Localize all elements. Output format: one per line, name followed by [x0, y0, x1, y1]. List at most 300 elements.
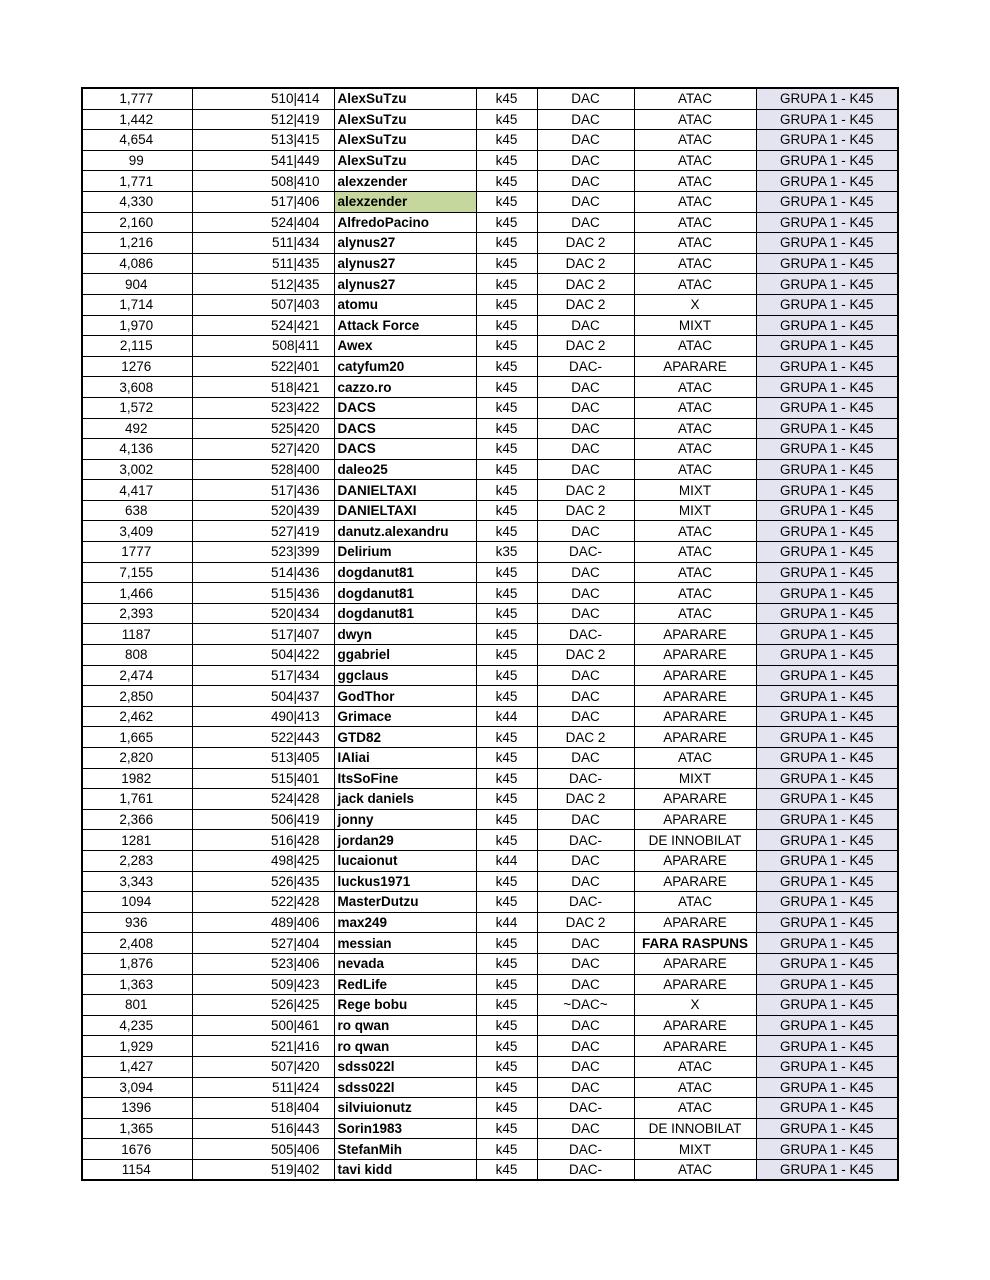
player-name-cell: messian — [334, 933, 476, 954]
continent-cell: k45 — [476, 294, 537, 315]
coordinates-cell: 524|421 — [192, 315, 334, 336]
player-name-cell: AlexSuTzu — [334, 130, 476, 151]
points-cell: 1396 — [82, 1098, 192, 1119]
status-cell: DAC 2 — [537, 500, 634, 521]
player-name-cell: ItsSoFine — [334, 768, 476, 789]
status-cell: DAC — [537, 130, 634, 151]
coordinates-cell: 520|434 — [192, 603, 334, 624]
continent-cell: k45 — [476, 171, 537, 192]
activity-cell: ATAC — [634, 109, 756, 130]
table-row — [82, 974, 898, 995]
status-cell: DAC — [537, 439, 634, 460]
group-cell: GRUPA 1 - K45 — [756, 768, 898, 789]
player-name-cell: alexzender — [334, 171, 476, 192]
group-cell: GRUPA 1 - K45 — [756, 1098, 898, 1119]
status-cell: DAC — [537, 1015, 634, 1036]
table-row — [82, 850, 898, 871]
player-name-cell: dogdanut81 — [334, 603, 476, 624]
status-cell: DAC — [537, 212, 634, 233]
activity-cell: ATAC — [634, 562, 756, 583]
points-cell: 1,970 — [82, 315, 192, 336]
table-row — [82, 953, 898, 974]
group-cell: GRUPA 1 - K45 — [756, 336, 898, 357]
continent-cell: k35 — [476, 542, 537, 563]
continent-cell: k44 — [476, 850, 537, 871]
coordinates-cell: 525|420 — [192, 418, 334, 439]
status-cell: DAC — [537, 171, 634, 192]
status-cell: DAC — [537, 933, 634, 954]
group-cell: GRUPA 1 - K45 — [756, 603, 898, 624]
player-name-cell: ro qwan — [334, 1036, 476, 1057]
activity-cell: APARARE — [634, 974, 756, 995]
table-row — [82, 459, 898, 480]
status-cell: DAC — [537, 850, 634, 871]
status-cell: DAC 2 — [537, 233, 634, 254]
continent-cell: k45 — [476, 748, 537, 769]
table-row — [82, 253, 898, 274]
player-name-cell: dwyn — [334, 624, 476, 645]
continent-cell: k45 — [476, 830, 537, 851]
group-cell: GRUPA 1 - K45 — [756, 1056, 898, 1077]
coordinates-cell: 526|425 — [192, 995, 334, 1016]
continent-cell: k45 — [476, 521, 537, 542]
player-name-cell: IAIiai — [334, 748, 476, 769]
player-name-cell: jordan29 — [334, 830, 476, 851]
coordinates-cell: 522|443 — [192, 727, 334, 748]
table-row — [82, 480, 898, 501]
status-cell: DAC — [537, 603, 634, 624]
group-cell: GRUPA 1 - K45 — [756, 542, 898, 563]
coordinates-cell: 541|449 — [192, 150, 334, 171]
player-name-cell: alexzender — [334, 191, 476, 212]
player-name-cell: catyfum20 — [334, 356, 476, 377]
table-row — [82, 892, 898, 913]
activity-cell: MIXT — [634, 768, 756, 789]
activity-cell: MIXT — [634, 315, 756, 336]
group-cell: GRUPA 1 - K45 — [756, 150, 898, 171]
points-cell: 4,417 — [82, 480, 192, 501]
continent-cell: k45 — [476, 1118, 537, 1139]
continent-cell: k45 — [476, 686, 537, 707]
status-cell: DAC — [537, 377, 634, 398]
player-name-cell: ro qwan — [334, 1015, 476, 1036]
player-name-cell: DACS — [334, 397, 476, 418]
group-cell: GRUPA 1 - K45 — [756, 500, 898, 521]
group-cell: GRUPA 1 - K45 — [756, 583, 898, 604]
player-name-cell: max249 — [334, 912, 476, 933]
activity-cell: ATAC — [634, 459, 756, 480]
activity-cell: ATAC — [634, 583, 756, 604]
coordinates-cell: 517|434 — [192, 665, 334, 686]
player-name-cell: dogdanut81 — [334, 562, 476, 583]
coordinates-cell: 509|423 — [192, 974, 334, 995]
points-cell: 1777 — [82, 542, 192, 563]
table-row — [82, 233, 898, 254]
table-row — [82, 789, 898, 810]
continent-cell: k45 — [476, 377, 537, 398]
coordinates-cell: 513|405 — [192, 748, 334, 769]
activity-cell: APARARE — [634, 727, 756, 748]
group-cell: GRUPA 1 - K45 — [756, 459, 898, 480]
points-cell: 1,771 — [82, 171, 192, 192]
activity-cell: X — [634, 294, 756, 315]
table-row — [82, 418, 898, 439]
table-row — [82, 88, 898, 109]
coordinates-cell: 517|436 — [192, 480, 334, 501]
group-cell: GRUPA 1 - K45 — [756, 727, 898, 748]
activity-cell: APARARE — [634, 789, 756, 810]
status-cell: DAC 2 — [537, 912, 634, 933]
points-cell: 4,330 — [82, 191, 192, 212]
activity-cell: ATAC — [634, 130, 756, 151]
status-cell: DAC — [537, 88, 634, 109]
table-row — [82, 1036, 898, 1057]
coordinates-cell: 516|428 — [192, 830, 334, 851]
status-cell: DAC — [537, 1036, 634, 1057]
table-row — [82, 830, 898, 851]
player-name-cell: AlexSuTzu — [334, 109, 476, 130]
coordinates-cell: 526|435 — [192, 871, 334, 892]
continent-cell: k45 — [476, 336, 537, 357]
player-name-cell: ggabriel — [334, 645, 476, 666]
player-name-cell: DANIELTAXI — [334, 480, 476, 501]
continent-cell: k45 — [476, 1159, 537, 1180]
player-name-cell: GTD82 — [334, 727, 476, 748]
player-name-cell: GodThor — [334, 686, 476, 707]
group-cell: GRUPA 1 - K45 — [756, 1036, 898, 1057]
activity-cell: ATAC — [634, 336, 756, 357]
table-body — [82, 88, 898, 1180]
player-name-cell: Sorin1983 — [334, 1118, 476, 1139]
player-name-cell: alynus27 — [334, 253, 476, 274]
coordinates-cell: 517|407 — [192, 624, 334, 645]
status-cell: DAC- — [537, 624, 634, 645]
activity-cell: MIXT — [634, 480, 756, 501]
continent-cell: k45 — [476, 562, 537, 583]
points-cell: 1,442 — [82, 109, 192, 130]
group-cell: GRUPA 1 - K45 — [756, 294, 898, 315]
table-row — [82, 500, 898, 521]
status-cell: DAC — [537, 583, 634, 604]
status-cell: DAC — [537, 562, 634, 583]
table-row — [82, 212, 898, 233]
coordinates-cell: 512|435 — [192, 274, 334, 295]
player-name-cell: Grimace — [334, 706, 476, 727]
points-cell: 1094 — [82, 892, 192, 913]
points-cell: 2,366 — [82, 809, 192, 830]
table-row — [82, 171, 898, 192]
activity-cell: ATAC — [634, 748, 756, 769]
group-cell: GRUPA 1 - K45 — [756, 1159, 898, 1180]
activity-cell: APARARE — [634, 953, 756, 974]
status-cell: DAC — [537, 706, 634, 727]
group-cell: GRUPA 1 - K45 — [756, 850, 898, 871]
activity-cell: ATAC — [634, 892, 756, 913]
continent-cell: k45 — [476, 418, 537, 439]
group-cell: GRUPA 1 - K45 — [756, 830, 898, 851]
points-cell: 1,363 — [82, 974, 192, 995]
group-cell: GRUPA 1 - K45 — [756, 480, 898, 501]
group-cell: GRUPA 1 - K45 — [756, 624, 898, 645]
points-cell: 1187 — [82, 624, 192, 645]
coordinates-cell: 507|403 — [192, 294, 334, 315]
status-cell: DAC — [537, 809, 634, 830]
activity-cell: DE INNOBILAT — [634, 830, 756, 851]
group-cell: GRUPA 1 - K45 — [756, 1015, 898, 1036]
status-cell: DAC — [537, 871, 634, 892]
activity-cell: APARARE — [634, 809, 756, 830]
continent-cell: k45 — [476, 212, 537, 233]
table-row — [82, 542, 898, 563]
group-cell: GRUPA 1 - K45 — [756, 1118, 898, 1139]
player-name-cell: AlexSuTzu — [334, 88, 476, 109]
group-cell: GRUPA 1 - K45 — [756, 706, 898, 727]
continent-cell: k45 — [476, 603, 537, 624]
group-cell: GRUPA 1 - K45 — [756, 1139, 898, 1160]
continent-cell: k45 — [476, 871, 537, 892]
group-cell: GRUPA 1 - K45 — [756, 645, 898, 666]
points-cell: 1,777 — [82, 88, 192, 109]
group-cell: GRUPA 1 - K45 — [756, 274, 898, 295]
continent-cell: k45 — [476, 88, 537, 109]
status-cell: DAC 2 — [537, 274, 634, 295]
table-row — [82, 1077, 898, 1098]
status-cell: DAC — [537, 397, 634, 418]
activity-cell: ATAC — [634, 439, 756, 460]
coordinates-cell: 504|422 — [192, 645, 334, 666]
points-cell: 1,365 — [82, 1118, 192, 1139]
points-cell: 2,283 — [82, 850, 192, 871]
activity-cell: MIXT — [634, 500, 756, 521]
table-row — [82, 645, 898, 666]
player-name-cell: DACS — [334, 418, 476, 439]
player-name-cell: RedLife — [334, 974, 476, 995]
group-cell: GRUPA 1 - K45 — [756, 974, 898, 995]
table-row — [82, 150, 898, 171]
points-cell: 1,714 — [82, 294, 192, 315]
status-cell: DAC- — [537, 542, 634, 563]
points-cell: 801 — [82, 995, 192, 1016]
table-row — [82, 377, 898, 398]
activity-cell: APARARE — [634, 1036, 756, 1057]
activity-cell: ATAC — [634, 377, 756, 398]
activity-cell: ATAC — [634, 397, 756, 418]
continent-cell: k45 — [476, 1036, 537, 1057]
points-cell: 1,466 — [82, 583, 192, 604]
points-cell: 7,155 — [82, 562, 192, 583]
table-row — [82, 191, 898, 212]
table-row — [82, 706, 898, 727]
status-cell: DAC — [537, 665, 634, 686]
continent-cell: k45 — [476, 583, 537, 604]
table-row — [82, 1056, 898, 1077]
coordinates-cell: 498|425 — [192, 850, 334, 871]
coordinates-cell: 524|428 — [192, 789, 334, 810]
status-cell: DAC 2 — [537, 294, 634, 315]
status-cell: DAC — [537, 686, 634, 707]
player-name-cell: sdss022l — [334, 1056, 476, 1077]
group-cell: GRUPA 1 - K45 — [756, 562, 898, 583]
status-cell: DAC — [537, 1077, 634, 1098]
coordinates-cell: 527|419 — [192, 521, 334, 542]
activity-cell: ATAC — [634, 233, 756, 254]
activity-cell: ATAC — [634, 603, 756, 624]
status-cell: DAC — [537, 953, 634, 974]
table-row — [82, 336, 898, 357]
table-row — [82, 274, 898, 295]
continent-cell: k45 — [476, 315, 537, 336]
player-name-cell: lucaionut — [334, 850, 476, 871]
points-cell: 1,216 — [82, 233, 192, 254]
coordinates-cell: 513|415 — [192, 130, 334, 151]
table-row — [82, 583, 898, 604]
continent-cell: k45 — [476, 933, 537, 954]
group-cell: GRUPA 1 - K45 — [756, 377, 898, 398]
coordinates-cell: 511|434 — [192, 233, 334, 254]
continent-cell: k45 — [476, 109, 537, 130]
group-cell: GRUPA 1 - K45 — [756, 439, 898, 460]
continent-cell: k45 — [476, 1015, 537, 1036]
group-cell: GRUPA 1 - K45 — [756, 686, 898, 707]
points-cell: 1154 — [82, 1159, 192, 1180]
continent-cell: k45 — [476, 1098, 537, 1119]
activity-cell: APARARE — [634, 1015, 756, 1036]
status-cell: DAC 2 — [537, 480, 634, 501]
points-cell: 2,462 — [82, 706, 192, 727]
points-cell: 3,002 — [82, 459, 192, 480]
coordinates-cell: 516|443 — [192, 1118, 334, 1139]
status-cell: DAC- — [537, 1139, 634, 1160]
activity-cell: APARARE — [634, 624, 756, 645]
coordinates-cell: 515|436 — [192, 583, 334, 604]
points-cell: 2,115 — [82, 336, 192, 357]
table-row — [82, 397, 898, 418]
points-cell: 4,136 — [82, 439, 192, 460]
activity-cell: DE INNOBILAT — [634, 1118, 756, 1139]
points-cell: 638 — [82, 500, 192, 521]
activity-cell: APARARE — [634, 850, 756, 871]
group-cell: GRUPA 1 - K45 — [756, 315, 898, 336]
group-cell: GRUPA 1 - K45 — [756, 789, 898, 810]
status-cell: DAC — [537, 315, 634, 336]
points-cell: 808 — [82, 645, 192, 666]
status-cell: DAC — [537, 748, 634, 769]
activity-cell: ATAC — [634, 1159, 756, 1180]
group-cell: GRUPA 1 - K45 — [756, 912, 898, 933]
continent-cell: k45 — [476, 459, 537, 480]
continent-cell: k45 — [476, 356, 537, 377]
status-cell: DAC — [537, 1056, 634, 1077]
table-row — [82, 1098, 898, 1119]
coordinates-cell: 521|416 — [192, 1036, 334, 1057]
group-cell: GRUPA 1 - K45 — [756, 397, 898, 418]
points-cell: 492 — [82, 418, 192, 439]
table-row — [82, 109, 898, 130]
table-row — [82, 665, 898, 686]
points-cell: 3,409 — [82, 521, 192, 542]
coordinates-cell: 523|399 — [192, 542, 334, 563]
points-cell: 3,608 — [82, 377, 192, 398]
continent-cell: k45 — [476, 1139, 537, 1160]
player-name-cell: alynus27 — [334, 233, 476, 254]
continent-cell: k45 — [476, 253, 537, 274]
status-cell: DAC — [537, 418, 634, 439]
coordinates-cell: 489|406 — [192, 912, 334, 933]
player-name-cell: dogdanut81 — [334, 583, 476, 604]
continent-cell: k45 — [476, 130, 537, 151]
points-cell: 1,427 — [82, 1056, 192, 1077]
player-name-cell: MasterDutzu — [334, 892, 476, 913]
continent-cell: k45 — [476, 274, 537, 295]
activity-cell: ATAC — [634, 88, 756, 109]
points-cell: 936 — [82, 912, 192, 933]
player-name-cell: ggclaus — [334, 665, 476, 686]
village-table — [81, 87, 899, 1181]
continent-cell: k45 — [476, 191, 537, 212]
table-row — [82, 748, 898, 769]
player-name-cell: danutz.alexandru — [334, 521, 476, 542]
coordinates-cell: 522|428 — [192, 892, 334, 913]
status-cell: ~DAC~ — [537, 995, 634, 1016]
activity-cell: ATAC — [634, 171, 756, 192]
player-name-cell: DANIELTAXI — [334, 500, 476, 521]
player-name-cell: tavi kidd — [334, 1159, 476, 1180]
activity-cell: ATAC — [634, 1098, 756, 1119]
continent-cell: k45 — [476, 624, 537, 645]
player-name-cell: luckus1971 — [334, 871, 476, 892]
status-cell: DAC- — [537, 1098, 634, 1119]
coordinates-cell: 515|401 — [192, 768, 334, 789]
player-name-cell: Delirium — [334, 542, 476, 563]
player-name-cell: nevada — [334, 953, 476, 974]
points-cell: 2,820 — [82, 748, 192, 769]
table-row — [82, 356, 898, 377]
activity-cell: ATAC — [634, 1056, 756, 1077]
status-cell: DAC 2 — [537, 645, 634, 666]
table-row — [82, 933, 898, 954]
activity-cell: APARARE — [634, 912, 756, 933]
table-row — [82, 562, 898, 583]
status-cell: DAC- — [537, 892, 634, 913]
continent-cell: k45 — [476, 995, 537, 1016]
activity-cell: APARARE — [634, 871, 756, 892]
coordinates-cell: 505|406 — [192, 1139, 334, 1160]
continent-cell: k45 — [476, 665, 537, 686]
player-name-cell: StefanMih — [334, 1139, 476, 1160]
player-name-cell: DACS — [334, 439, 476, 460]
table-row — [82, 1118, 898, 1139]
player-name-cell: Rege bobu — [334, 995, 476, 1016]
table-row — [82, 130, 898, 151]
table-row — [82, 624, 898, 645]
table-row — [82, 603, 898, 624]
group-cell: GRUPA 1 - K45 — [756, 191, 898, 212]
coordinates-cell: 527|420 — [192, 439, 334, 460]
activity-cell: APARARE — [634, 356, 756, 377]
coordinates-cell: 510|414 — [192, 88, 334, 109]
coordinates-cell: 528|400 — [192, 459, 334, 480]
continent-cell: k45 — [476, 953, 537, 974]
points-cell: 1,876 — [82, 953, 192, 974]
coordinates-cell: 500|461 — [192, 1015, 334, 1036]
continent-cell: k45 — [476, 892, 537, 913]
status-cell: DAC 2 — [537, 789, 634, 810]
group-cell: GRUPA 1 - K45 — [756, 356, 898, 377]
table-row — [82, 686, 898, 707]
status-cell: DAC 2 — [537, 253, 634, 274]
group-cell: GRUPA 1 - K45 — [756, 809, 898, 830]
table-row — [82, 315, 898, 336]
